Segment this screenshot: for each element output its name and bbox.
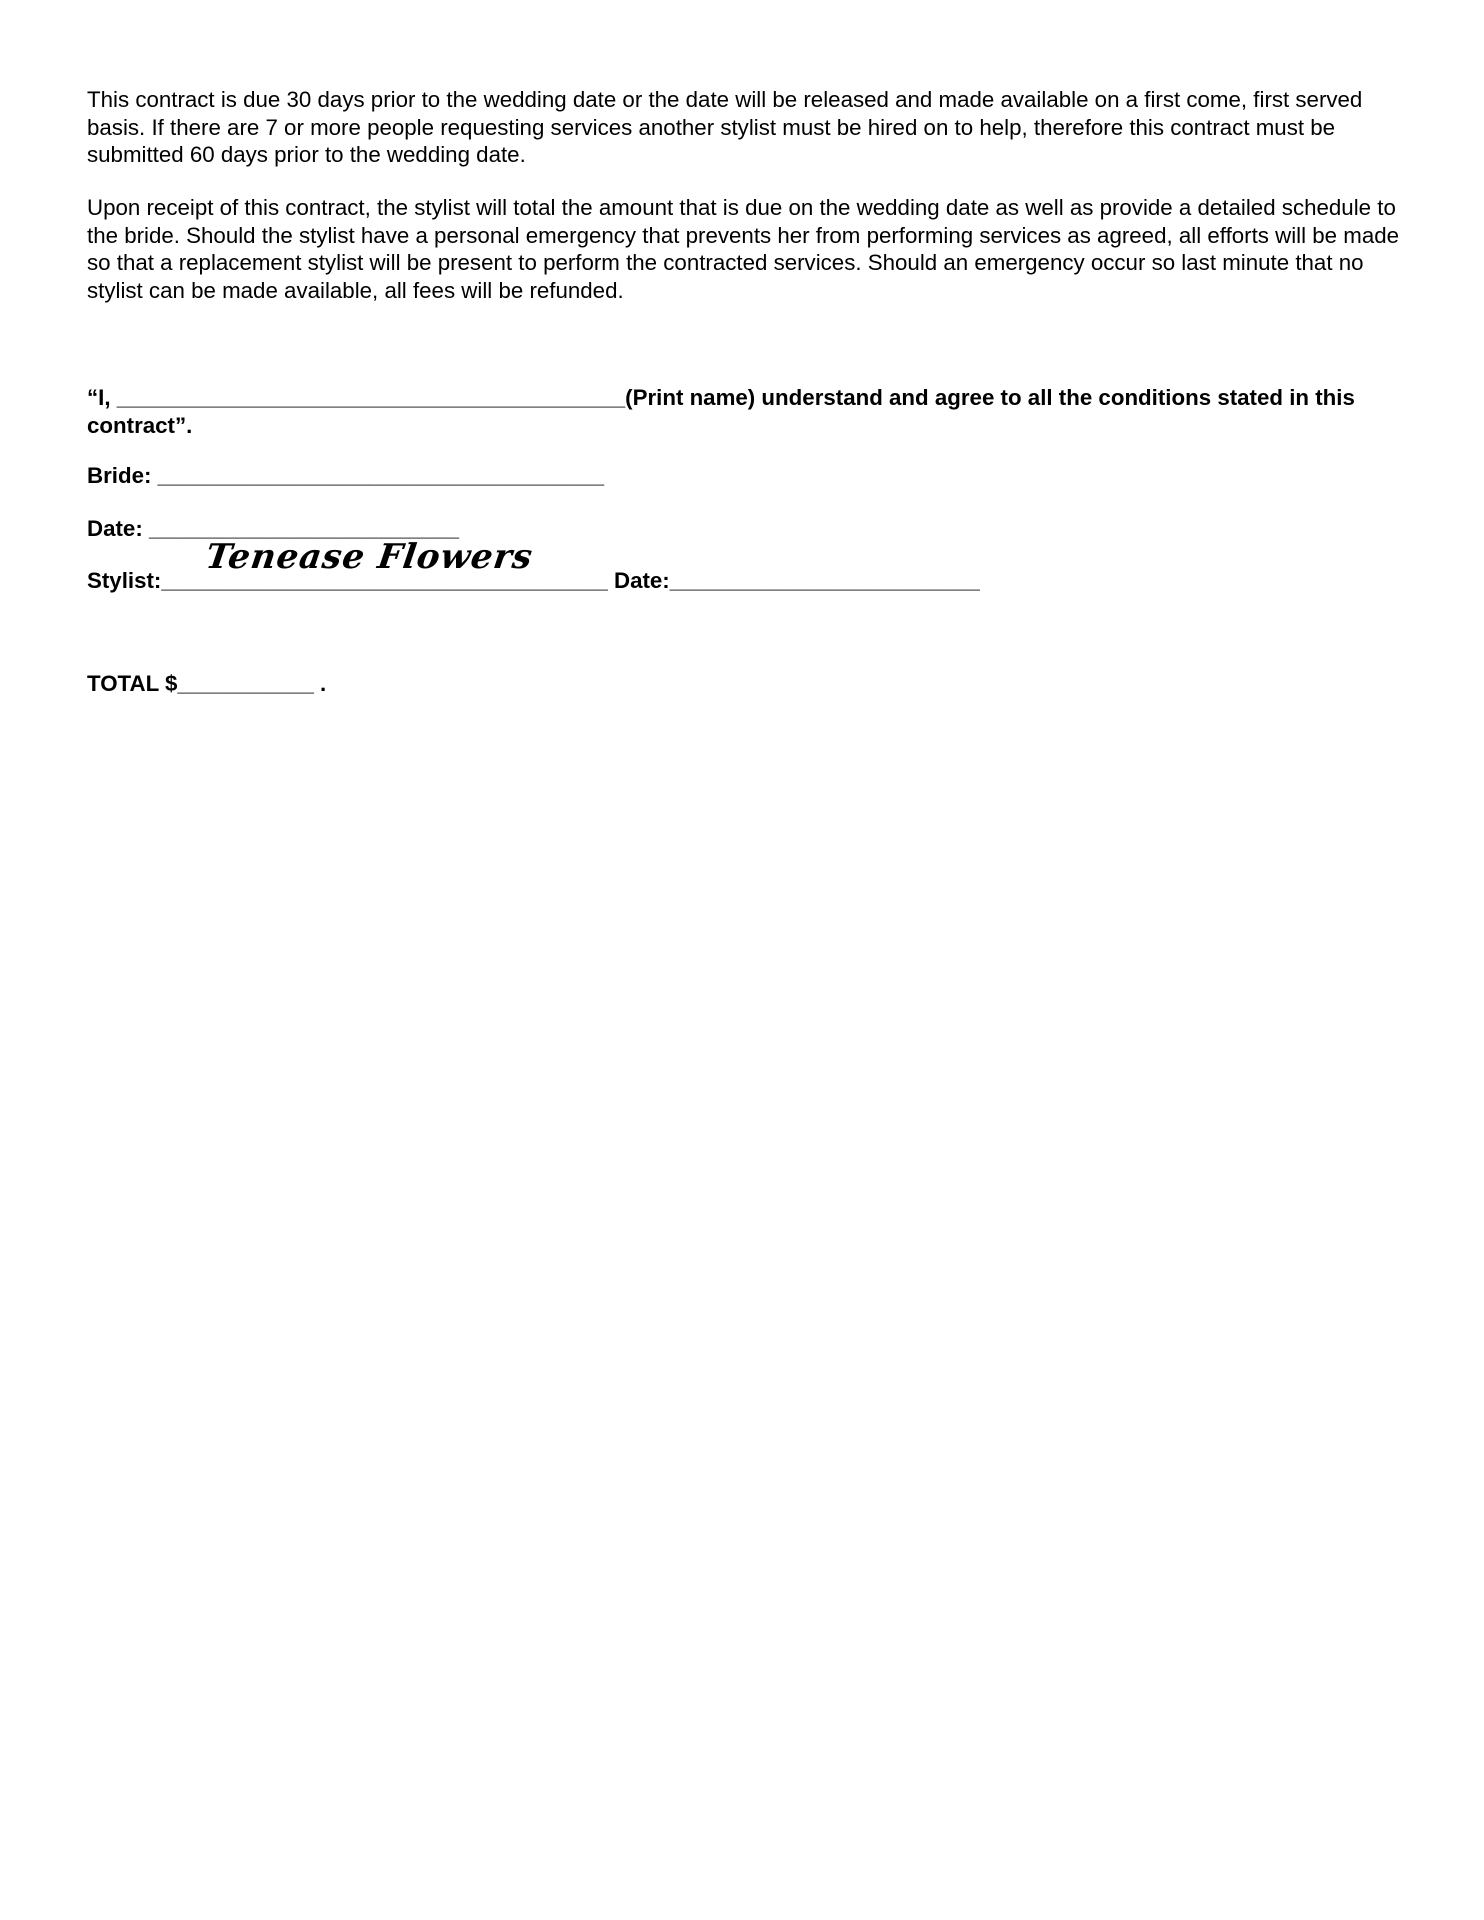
agreement-suffix: (Print name) understand and agree to all the conditions stated in this contract”. — [87, 385, 1355, 438]
stylist-date-label: Date: — [607, 568, 670, 593]
due-date-paragraph: This contract is due 30 days prior to the wedding date or the date will be released and made available on a first come, first served basis. If there are 7 or more people requesting services another stylist must be hired on to help, therefore this contract must be submitted 60 days prior to the wedding date. — [87, 87, 1363, 167]
stylist-handwritten-signature: Tenease Flowers — [203, 537, 536, 577]
date-blank[interactable]: _________________________ — [148, 516, 459, 541]
date-label: Date: — [87, 516, 149, 541]
total-line — [87, 670, 326, 698]
agreement-prefix: “I, — [87, 385, 117, 410]
stylist-date-blank[interactable]: _________________________ — [669, 568, 980, 593]
stylist-blank: ____________________________________ — [161, 568, 608, 593]
bride-blank[interactable]: ____________________________________ — [157, 463, 605, 488]
bride-label: Bride: — [87, 463, 158, 488]
total-blank[interactable]: ___________ — [177, 671, 314, 696]
stylist-label: Stylist: — [87, 568, 162, 593]
print-name-blank[interactable]: _________________________________________ — [116, 385, 626, 410]
bride-signature-line — [87, 462, 604, 490]
receipt-paragraph: Upon receipt of this contract, the stylist will total the amount that is due on the wedding date as well as provide a detailed schedule to the bride. Should the stylist have a personal emergency that prevents her from performing services as agreed, all efforts will be made so that a replacement stylist will be present to perform the contracted services. Should an emergency occur so last minute that no stylist can be made available, all fees will be refunded. — [87, 195, 1400, 303]
total-end: . — [313, 671, 327, 696]
total-label: TOTAL $ — [87, 671, 178, 696]
agreement-statement — [87, 384, 1407, 440]
stylist-signature-field[interactable] — [161, 537, 608, 595]
stylist-signature-line — [87, 537, 980, 595]
